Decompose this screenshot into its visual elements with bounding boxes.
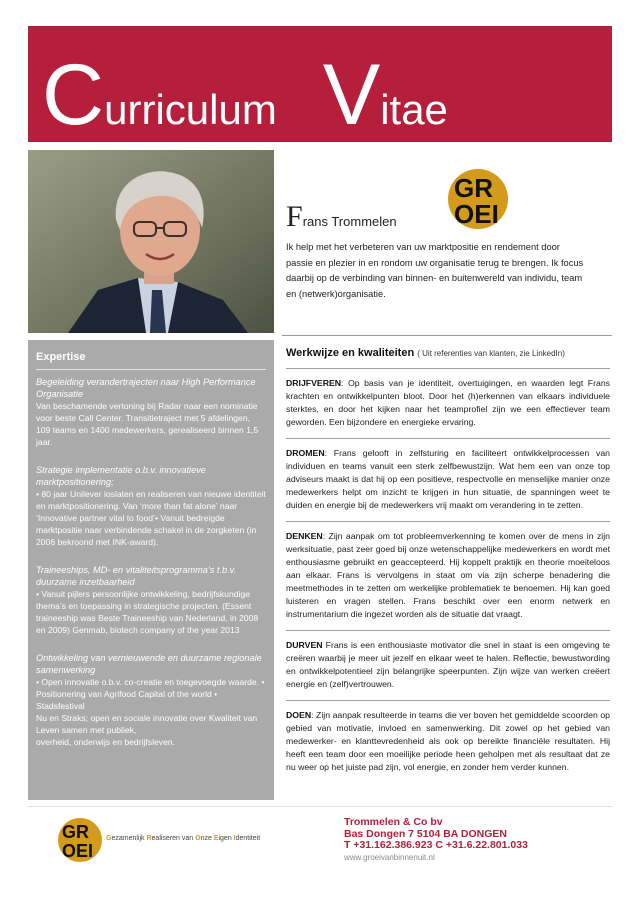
footer xyxy=(28,806,612,869)
paragraph-text: : Frans gelooft in zelfsturing en faciliteert ontwikkelprocessen van individuen en teams vanuit een sterk zelfbewustzijn. Wat hem een van onze top adviseurs maakt is dat hij op een positieve, respectvolle en menselijke manier onze medewerkers helpt om inzicht te krijgen in hun situatie, de spanningen weet te duiden en energie bij de medewerkers vrij maakt om verandering in te zetten. xyxy=(286,448,610,510)
portrait-photo xyxy=(28,150,274,333)
intro-text: Ik help met het verbeteren van uw marktpositie en rendement door passie en plezier in en rondom uw organisatie terug te brengen. Ik focus daarbij op de verbinding van binnen- en buitenwereld van individu, team en (netwerk)organisatie. xyxy=(286,242,584,299)
paragraph-text: : Zijn aanpak om tot probleemverkenning te komen over de mens in zijn werksituatie, past zeer goed bij onze wetenschappelijke medewerkers en wordt met enthousiasme gebruikt en geaccepteerd. Hij koppelt praktijk en theorie moeiteloos aan elkaar. Frans is vervolgens in staat om via zijn scherpe benadering die meetmethodes in te zetten om werkelijke problematiek te benoemen. Hij kan goed luisteren en vragen stellen. Frans beschikt over een enorm netwerk en instrumentarium die ingezet worden als de situatie dat vraagt. xyxy=(286,531,610,619)
logo-text-bottom: OEI xyxy=(454,199,499,229)
slogan-capital: E xyxy=(213,835,219,842)
divider xyxy=(286,700,610,701)
expertise-line: • 80 jaar Unilever loslaten en realiseren van nieuwe identiteit en marktpositionering. Van ‘more than fat alone’ naar ‘Innovative partner vital to food’• Vanuit bedreigde marktpositie naar verbindende schakel in de zorgketen (in 2006 bekroond met INK-award). xyxy=(36,489,266,547)
paragraph-key: DOEN xyxy=(286,710,312,720)
werkwijze-paragraph xyxy=(286,447,610,512)
werkwijze-section xyxy=(286,347,610,774)
divider xyxy=(286,521,610,522)
paragraph-text: Frans is een enthousiaste motivator die snel in staat is een omgeving te creëren waarbij je meer uit jezelf en elkaar weet te halen. Reflectie, bewustwording en ontwikkelpotentieel zijn belangrijke speerpunten. Zijn wijze van werken creëert energie en (zelf)vertrouwen. xyxy=(286,640,610,689)
footer-logo-bottom: OEI xyxy=(62,841,94,861)
groei-logo-graphic xyxy=(448,165,528,235)
slogan-word: ezamenlijk xyxy=(111,835,147,842)
expertise-panel xyxy=(28,340,274,800)
expertise-section-body xyxy=(36,488,266,548)
expertise-line: Nu en Straks; open en sociale innovatie over Kwaliteit van Leven samen met publiek, xyxy=(36,713,258,735)
divider xyxy=(282,335,612,336)
slogan-word: igen xyxy=(218,835,234,842)
name-initial: F xyxy=(286,200,303,233)
expertise-section-title: Ontwikkeling van vernieuwende en duurzame regionale samenwerking xyxy=(36,653,262,675)
company-address: Bas Dongen 7 5104 BA DONGEN xyxy=(344,827,507,840)
paragraph-key: DURVEN xyxy=(286,640,323,650)
paragraph-key: DROMEN xyxy=(286,448,325,458)
title-word-urriculum: urriculum xyxy=(104,86,277,133)
werkwijze-paragraph xyxy=(286,377,610,429)
slogan-word: ealiseren van xyxy=(151,835,196,842)
company-phone: T +31.162.386.923 C +31.6.22.801.033 xyxy=(344,839,528,851)
divider xyxy=(286,438,610,439)
werkwijze-paragraph xyxy=(286,639,610,691)
person-name xyxy=(286,200,397,234)
slogan-word: nze xyxy=(200,835,214,842)
portrait-illustration xyxy=(28,150,274,333)
expertise-line: • Open innovatie o.b.v. co-creatie en toegevoegde waarde. • Positionering van Agrifood Capital of the world • Stadsfestival xyxy=(36,677,265,711)
groei-logo xyxy=(448,165,528,235)
title-initial-v: V xyxy=(322,47,381,143)
title-initial-c: C xyxy=(42,47,105,143)
paragraph-text: : Zijn aanpak resulteerde in teams die ver boven het gemiddelde scoorden op gebied van motivatie, invloed en samenwerking. Dit zowel op het gebied van medewerker- en klanttevredenheid als ook op bereikte financiële resultaten. Hij heeft een team door een moeilijke periode heen geholpen met als resultaat dat ze nu weer op het juiste pad zijn, vol energie, en zonder hem verder kunnen. xyxy=(286,710,610,772)
title-word-itae: itae xyxy=(380,86,448,133)
page-title xyxy=(42,47,448,143)
slogan-capital: R xyxy=(146,835,152,842)
footer-slogan xyxy=(106,835,260,842)
expertise-section-title: Begeleiding verandertrajecten naar High Performance Organisatie xyxy=(36,377,256,399)
expertise-section-body xyxy=(36,676,266,748)
expertise-section-body xyxy=(36,400,266,448)
expertise-section-body xyxy=(36,588,266,636)
expertise-section-title: Strategie implementatie o.b.v. innovatieve marktpositionering; xyxy=(36,465,206,487)
werkwijze-paragraph xyxy=(286,709,610,774)
slogan-capital: I xyxy=(233,835,236,842)
expertise-heading: Expertise xyxy=(36,351,86,363)
werkwijze-paragraph xyxy=(286,530,610,621)
slogan-capital: G xyxy=(106,835,112,842)
name-rest: rans Trommelen xyxy=(302,214,397,229)
expertise-line: overheid, onderwijs en bedrijfsleven. xyxy=(36,737,176,747)
slogan-capital: O xyxy=(195,835,201,842)
divider xyxy=(286,368,610,369)
footer-logo-top: GR xyxy=(62,822,89,842)
werkwijze-note: ( Uit referenties van klanten, zie LinkedIn) xyxy=(417,349,565,358)
werkwijze-heading-text: Werkwijze en kwaliteiten xyxy=(286,347,415,359)
contact-block xyxy=(344,817,528,863)
expertise-line: Van beschamende vertoning bij Radar naar een nominatie voor beste Call Center. Transitietraject met 5 afdelingen, 109 teams en 1400 medewerkers, gerealiseerd binnen 1,5 jaar. xyxy=(36,401,259,447)
slogan-word: dentiteit xyxy=(235,835,261,842)
werkwijze-heading xyxy=(286,347,610,359)
divider xyxy=(286,630,610,631)
website-link[interactable]: www.groeivanbinnenuit.nl xyxy=(344,852,435,862)
paragraph-key: DENKEN xyxy=(286,531,323,541)
paragraph-key: DRIJFVEREN xyxy=(286,378,342,388)
expertise-section-title: Traineeships, MD- en vitaliteitsprogramma’s t.b.v. duurzame inzetbaarheid xyxy=(36,565,237,587)
title-banner xyxy=(28,26,612,142)
expertise-divider xyxy=(36,369,266,370)
paragraph-text: : Op basis van je identiteit, overtuigingen, en waarden legt Frans krachten en ontwikkelpunten bloot. Door het (h)erkennen van elkaars individuele sterktes, en door het kijken naar het teamprofiel zijn we een effectiever team geworden. Een bijzondere en energieke ervaring. xyxy=(286,378,610,427)
logo-text-top: GR xyxy=(454,173,493,203)
expertise-line: • Vanuit pijlers persoonlijke ontwikkeling, bedrijfskundige thema’s en toepassing in strategische projecten. (Essent traineeship was Beste Traineeship van Nederland, in 2008 en 2009) Genmab, biotech company of the year 2013 xyxy=(36,589,259,635)
company-name: Trommelen & Co bv xyxy=(344,816,443,828)
